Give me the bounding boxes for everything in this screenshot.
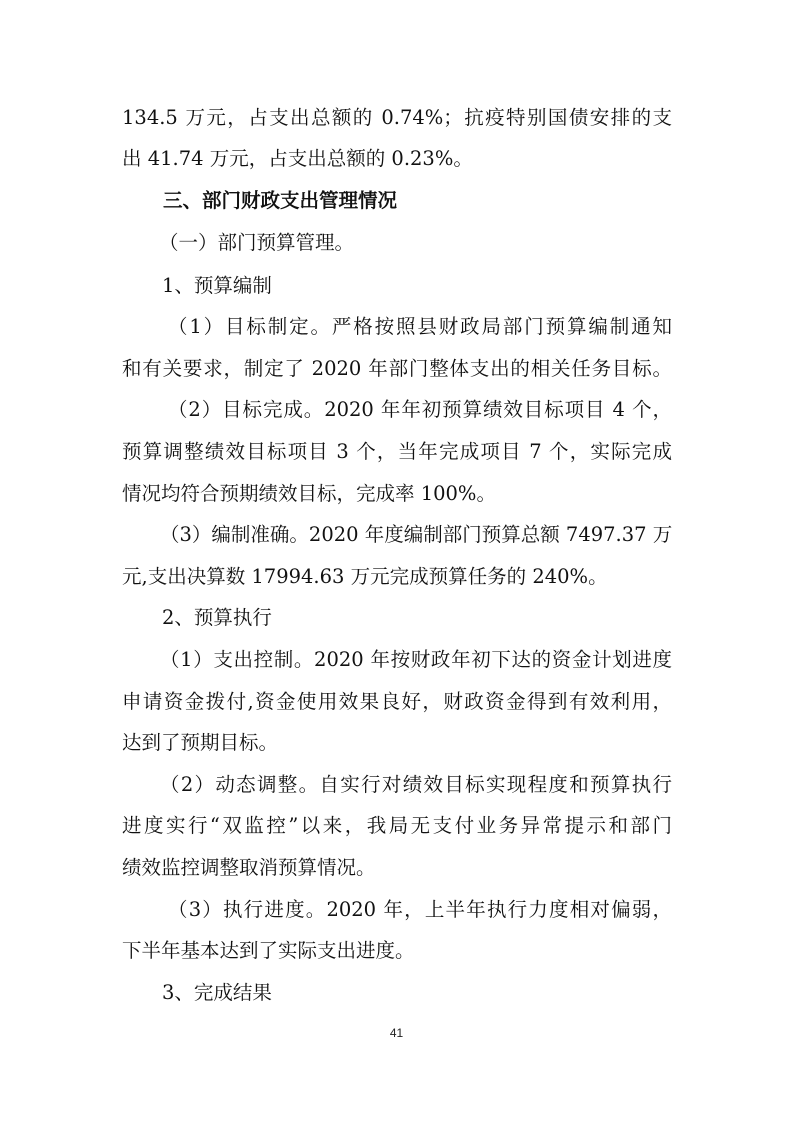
text-line-20: （3）执行进度。2020 年，上半年执行力度相对偏弱， [168,898,672,921]
text-line-1: 134.5 万元，占支出总额的 0.74%；抗疫特别国债安排的支 [122,106,672,129]
item-heading-completion-results: 3、完成结果 [162,981,272,1004]
section-heading: 三、部门财政支出管理情况 [163,189,398,212]
text-line-8: （2）目标完成。2020 年年初预算绩效目标项目 4 个， [168,398,672,421]
text-line-21: 下半年基本达到了实际支出进度。 [122,939,415,962]
text-line-7: 和有关要求，制定了 2020 年部门整体支出的相关任务目标。 [122,357,672,380]
text-line-9: 预算调整绩效目标项目 3 个，当年完成项目 7 个，实际完成 [122,440,672,463]
text-line-2: 出 41.74 万元，占支出总额的 0.23%。 [122,147,473,170]
item-heading-budget-execution: 2、预算执行 [162,606,272,629]
text-line-10: 情况均符合预期绩效目标，完成率 100%。 [122,482,496,505]
text-line-6: （1）目标制定。严格按照县财政局部门预算编制通知 [168,315,672,338]
text-line-16: 达到了预期目标。 [122,731,279,754]
subsection-heading: （一）部门预算管理。 [159,231,355,254]
text-line-11: （3）编制准确。2020 年度编制部门预算总额 7497.37 万 [160,523,673,546]
text-line-14: （1）支出控制。2020 年按财政年初下达的资金计划进度 [160,648,672,671]
text-line-17: （2）动态调整。自实行对绩效目标实现程度和预算执行 [160,773,672,796]
text-line-19: 绩效监控调整取消预算情况。 [122,856,376,879]
text-line-15: 申请资金拨付,资金使用效果良好，财政资金得到有效利用， [122,690,672,713]
page-number: 41 [389,1026,404,1040]
item-heading-budget-preparation: 1、预算编制 [162,274,272,297]
text-line-12: 元,支出决算数 17994.63 万元完成预算任务的 240%。 [122,565,608,588]
text-line-18: 进度实行“双监控”以来，我局无支付业务异常提示和部门 [122,814,672,837]
